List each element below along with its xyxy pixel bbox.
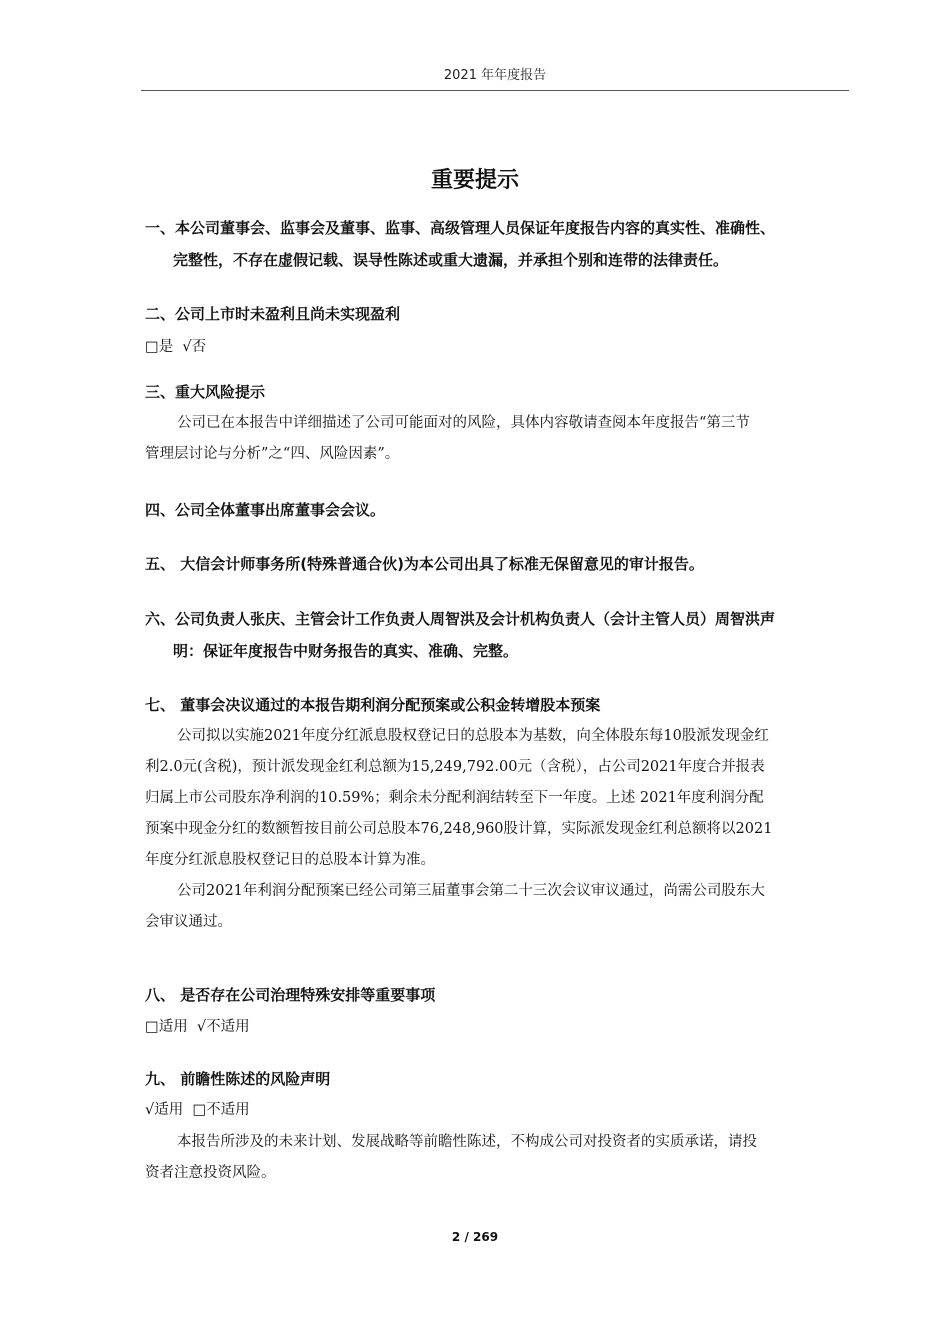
item-9-options — [145, 1095, 855, 1126]
item-7-p1-line: 年度分红派息股权登记日的总股本计算为准。 — [145, 852, 435, 868]
item-1-line-2: 完整性，不存在虚假记载、误导性陈述或重大遗漏，并承担个别和连带的法律责任。 — [173, 251, 729, 269]
item-9-line-2: 资者注意投资风险。 — [145, 1165, 276, 1181]
item-2-heading: 二、公司上市时未盈利且尚未实现盈利 — [145, 305, 401, 323]
item-9-body — [145, 1127, 855, 1189]
item-7-p2-line: 会审议通过。 — [145, 914, 232, 930]
item-7-p1-line: 预案中现金分红的数额暂按目前公司总股本76,248,960股计算，实际派发现金红利总额将以2021 — [145, 821, 773, 837]
item-9-line-1: 本报告所涉及的未来计划、发展战略等前瞻性陈述，不构成公司对投资者的实质承诺，请投 — [177, 1134, 757, 1150]
checkbox-applicable: √适用 — [145, 1102, 184, 1118]
checkbox-not-applicable: √不适用 — [196, 1019, 250, 1035]
item-7-p2-line: 公司2021年利润分配预案已经公司第三届董事会第二十三次会议审议通过，尚需公司股东大 — [177, 883, 765, 899]
page-number: 2 / 269 — [451, 1230, 499, 1244]
item-9-heading: 九、 前瞻性陈述的风险声明 — [145, 1070, 331, 1088]
item-2-options — [145, 332, 855, 363]
item-5-heading: 五、 大信会计师事务所(特殊普通合伙)为本公司出具了标准无保留意见的审计报告。 — [145, 555, 704, 573]
item-3-body — [145, 408, 855, 470]
item-7-p1-line: 利2.0元(含税)，预计派发现金红利总额为15,249,792.00元（含税），占公司2021年度合并报表 — [145, 759, 765, 775]
item-6-line-1: 六、公司负责人张庆、主管会计工作负责人周智洪及会计机构负责人（会计主管人员）周智洪声 — [145, 610, 776, 628]
item-8-options — [145, 1012, 855, 1043]
item-3-line-1: 公司已在本报告中详细描述了公司可能面对的风险，具体内容敬请查阅本年度报告“第三节 — [177, 415, 750, 431]
checkbox-yes: □是 — [145, 339, 174, 355]
item-6 — [145, 603, 855, 667]
checkbox-no: √否 — [182, 339, 207, 355]
checkbox-applicable: □适用 — [145, 1019, 188, 1035]
checkbox-not-applicable: □不适用 — [192, 1102, 250, 1118]
item-3-line-2: 管理层讨论与分析”之“四、风险因素”。 — [145, 446, 400, 462]
item-7-heading: 七、 董事会决议通过的本报告期利润分配预案或公积金转增股本预案 — [145, 696, 601, 714]
item-6-line-2: 明：保证年度报告中财务报告的真实、准确、完整。 — [173, 642, 519, 660]
item-1 — [145, 212, 855, 276]
item-3-heading: 三、重大风险提示 — [145, 383, 266, 401]
item-4-heading: 四、公司全体董事出席董事会会议。 — [145, 501, 386, 519]
item-7-p1-line: 归属上市公司股东净利润的10.59%；剩余未分配利润结转至下一年度。上述 2021年度利润分配 — [145, 790, 764, 806]
item-1-line-1: 一、本公司董事会、监事会及董事、监事、高级管理人员保证年度报告内容的真实性、准确性、 — [145, 219, 776, 237]
item-7-body — [145, 721, 855, 938]
item-8-heading: 八、 是否存在公司治理特殊安排等重要事项 — [145, 986, 436, 1004]
item-7-p1-line: 公司拟以实施2021年度分红派息股权登记日的总股本为基数，向全体股东每10股派发现金红 — [177, 728, 769, 744]
page-header: 2021 年年度报告 — [141, 66, 849, 91]
page-title: 重要提示 — [430, 168, 519, 193]
